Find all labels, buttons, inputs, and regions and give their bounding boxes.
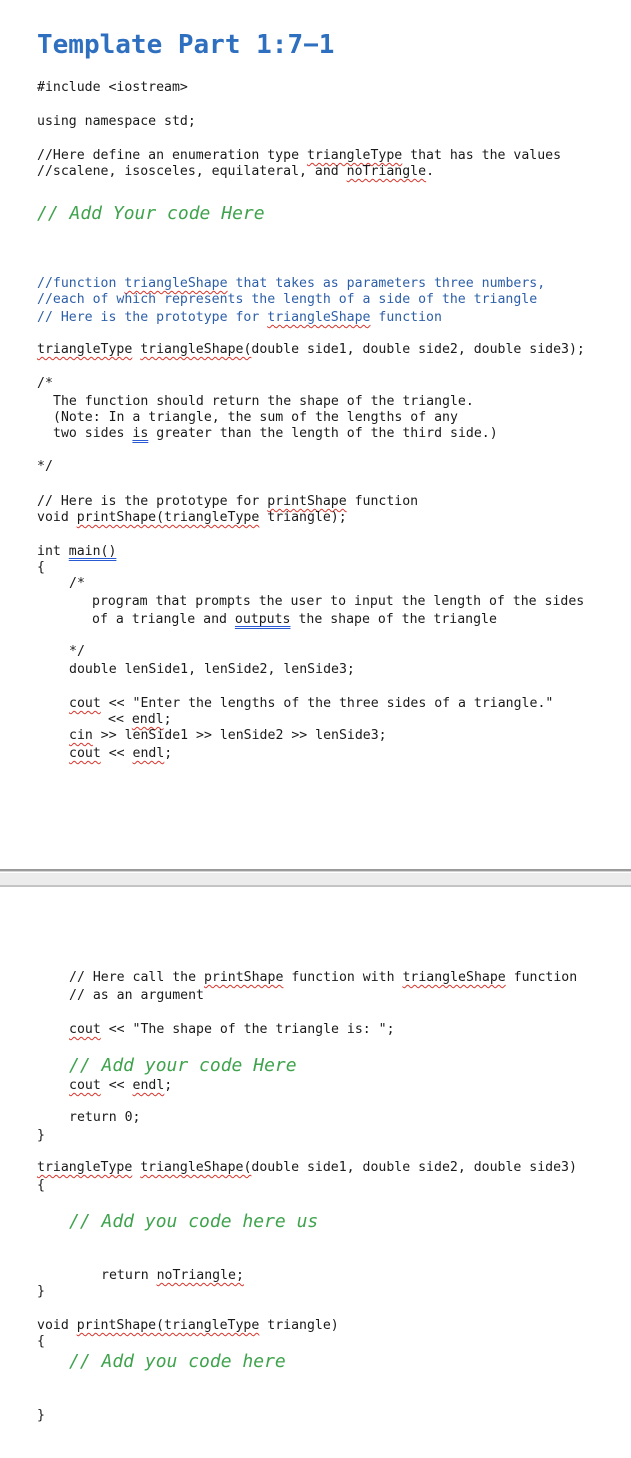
main-comment-open: /* [69, 576, 85, 591]
triangle-shape-prototype: triangleType triangleShape(double side1, double side2, double side3); [37, 342, 585, 357]
main-comment-line-2: of a triangle and outputs the shape of the triangle [92, 612, 497, 627]
variable-declaration: double lenSide1, lenSide2, lenSide3; [69, 662, 355, 677]
print-shape-prototype: void printShape(triangleType triangle); [37, 510, 347, 525]
block-comment-line-3: two sides is greater than the length of the third side.) [53, 426, 498, 441]
print-shape-close-brace: } [37, 1408, 45, 1423]
cout-prompt-line: cout << "Enter the lengths of the three sides of a triangle." [69, 696, 554, 711]
block-comment-line-2: (Note: In a triangle, the sum of the lengths of any [53, 410, 458, 425]
add-code-placeholder-1: // Add Your code Here [37, 203, 265, 224]
print-shape-open-brace: { [37, 1334, 45, 1349]
block-comment-line-1: The function should return the shape of the triangle. [53, 394, 474, 409]
include-line: #include <iostream> [37, 80, 188, 95]
main-comment-line-1: program that prompts the user to input the length of the sides [92, 594, 585, 609]
main-signature: int main() [37, 544, 117, 559]
function-comment-line-2: //each of which represents the length of a side of the triangle [37, 292, 538, 307]
print-shape-definition: void printShape(triangleType triangle) [37, 1318, 339, 1333]
triangle-shape-close-brace: } [37, 1284, 45, 1299]
cin-line: cin >> lenSide1 >> lenSide2 >> lenSide3; [69, 728, 387, 743]
main-open-brace: { [37, 560, 45, 575]
call-comment-line-1: // Here call the printShape function with triangleShape function [69, 970, 578, 985]
add-code-placeholder-3: // Add you code here us [69, 1211, 319, 1232]
cout-prompt-endl: << endl; [108, 712, 172, 727]
cout-endl-line-2: cout << endl; [69, 1078, 173, 1093]
page-break-bar [0, 873, 631, 887]
document-title: Template Part 1:7−1 [37, 30, 335, 60]
block-comment-open: /* [37, 376, 53, 391]
print-shape-comment: // Here is the prototype for printShape function [37, 494, 419, 509]
main-close-brace: } [37, 1128, 45, 1143]
cout-endl-line: cout << endl; [69, 746, 173, 761]
triangle-shape-open-brace: { [37, 1178, 45, 1193]
enum-comment-line-1: //Here define an enumeration type triangleType that has the values [37, 148, 562, 163]
add-code-placeholder-2: // Add your code Here [69, 1055, 297, 1076]
return-notriangle-line: return noTriangle; [101, 1268, 244, 1283]
function-comment-line-1: //function triangleShape that takes as parameters three numbers, [37, 276, 546, 291]
cout-shape-line: cout << "The shape of the triangle is: "; [69, 1022, 395, 1037]
using-namespace-line: using namespace std; [37, 114, 196, 129]
return-zero-line: return 0; [69, 1110, 141, 1125]
enum-comment-line-2: //scalene, isosceles, equilateral, and noTriangle. [37, 164, 435, 179]
add-code-placeholder-4: // Add you code here [69, 1351, 286, 1372]
block-comment-close: */ [37, 459, 53, 474]
call-comment-line-2: // as an argument [69, 988, 204, 1003]
triangle-shape-definition: triangleType triangleShape(double side1, double side2, double side3) [37, 1160, 577, 1175]
function-comment-line-3: // Here is the prototype for triangleShape function [37, 310, 442, 325]
page-break-separator [0, 869, 631, 887]
main-comment-close: */ [69, 644, 85, 659]
